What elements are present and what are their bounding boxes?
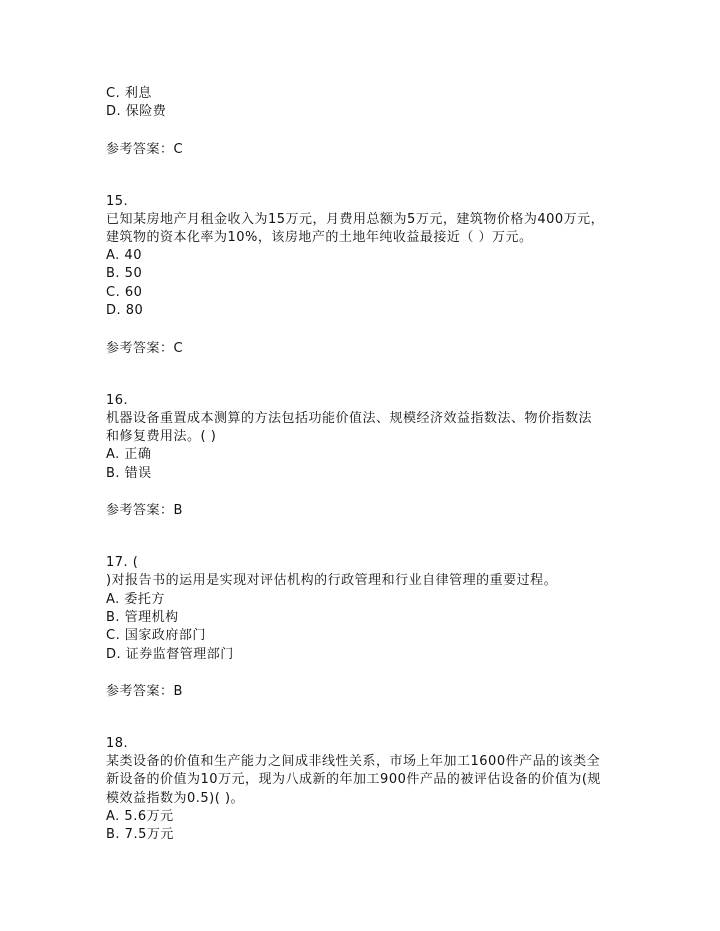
q17-stem-line1: )对报告书的运用是实现对评估机构的行政管理和行业自律管理的重要过程。: [106, 573, 558, 588]
q17-option-d: D. 证券监督管理部门: [106, 647, 234, 662]
q18-option-b: B. 7.5万元: [106, 827, 174, 842]
q18-stem-line1: 某类设备的价值和生产能力之间成非线性关系，市场上年加工1600件产品的该类全: [106, 754, 601, 769]
q15-option-a: A. 40: [106, 248, 142, 263]
q16-number: 16.: [106, 393, 129, 408]
q16-stem-line1: 机器设备重置成本测算的方法包括功能价值法、规模经济效益指数法、物价指数法: [106, 411, 593, 426]
q15-option-c: C. 60: [106, 285, 143, 300]
q17-number: 17. (: [106, 555, 139, 570]
q18-option-a: A. 5.6万元: [106, 809, 174, 824]
q18-number: 18.: [106, 736, 129, 751]
q15-stem-line1: 已知某房地产月租金收入为15万元，月费用总额为5万元，建筑物价格为400万元，: [106, 212, 605, 227]
q18-stem-line2: 新设备的价值为10万元，现为八成新的年加工900件产品的被评估设备的价值为(规: [106, 772, 601, 787]
q18-stem-line3: 模效益指数为0.5)( )。: [106, 791, 245, 806]
q16-answer: 参考答案：B: [106, 503, 183, 518]
q15-option-d: D. 80: [106, 303, 144, 318]
q17-option-a: A. 委托方: [106, 592, 165, 607]
q14-option-c: C. 利息: [106, 86, 152, 101]
q14-option-d: D. 保险费: [106, 104, 167, 119]
q17-option-b: B. 管理机构: [106, 610, 179, 625]
q16-option-a: A. 正确: [106, 447, 152, 462]
q16-stem-line2: 和修复费用法。( ): [106, 429, 217, 444]
q15-answer: 参考答案：C: [106, 341, 184, 356]
q17-option-c: C. 国家政府部门: [106, 628, 206, 643]
q17-answer: 参考答案：B: [106, 684, 183, 699]
q15-option-b: B. 50: [106, 266, 143, 281]
q15-stem-line2: 建筑物的资本化率为10%，该房地产的土地年纯收益最接近（ ）万元。: [106, 230, 533, 245]
q15-number: 15.: [106, 194, 129, 209]
q14-answer: 参考答案：C: [106, 142, 184, 157]
q16-option-b: B. 错误: [106, 466, 152, 481]
